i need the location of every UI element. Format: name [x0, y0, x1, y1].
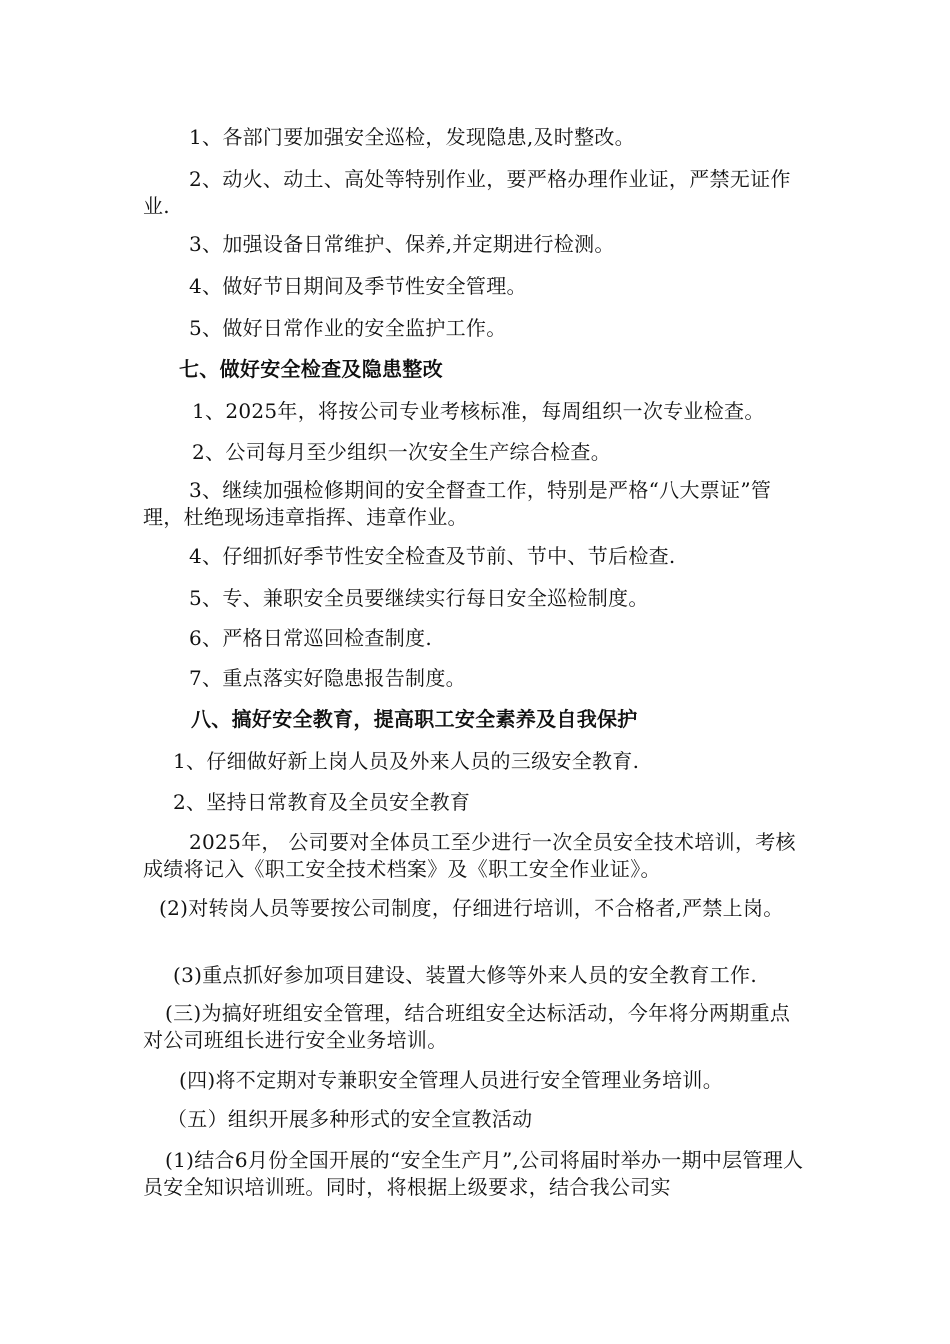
paragraph-item-4: 4、做好节日期间及季节性安全管理。 — [189, 274, 527, 298]
paragraph-item-3: 3、加强设备日常维护、保养,并定期进行检测。 — [189, 232, 615, 256]
paragraph-item-8-2-2: (2)对转岗人员等要按公司制度，仔细进行培训，不合格者,严禁上岗。 — [159, 896, 784, 920]
paragraph-item-7-1: 1、2025年，将按公司专业考核标准，每周组织一次专业检查。 — [192, 399, 765, 423]
paragraph-item-8-4: (四)将不定期对专兼职安全管理人员进行安全管理业务培训。 — [179, 1068, 724, 1092]
paragraph-item-7-6: 6、严格日常巡回检查制度. — [189, 626, 432, 650]
paragraph-item-8-1: 1、仔细做好新上岗人员及外来人员的三级安全教育. — [173, 749, 640, 773]
paragraph-item-2: 2、动火、动土、高处等特别作业，要严格办理作业证，严禁无证作业. — [143, 167, 791, 218]
section-heading-7: 七、做好安全检查及隐患整改 — [179, 357, 443, 381]
paragraph-item-8-3: (三)为搞好班组安全管理，结合班组安全达标活动，今年将分两期重点对公司班组长进行安全业务培训。 — [143, 1001, 791, 1052]
paragraph-item-8-2: 2、坚持日常教育及全员安全教育 — [173, 790, 471, 814]
paragraph-item-8-2-3: (3)重点抓好参加项目建设、装置大修等外来人员的安全教育工作. — [173, 963, 757, 987]
paragraph-item-7-5: 5、专、兼职安全员要继续实行每日安全巡检制度。 — [189, 586, 649, 610]
paragraph-item-1: 1、各部门要加强安全巡检，发现隐患,及时整改。 — [189, 125, 635, 149]
paragraph-item-7-4: 4、仔细抓好季节性安全检查及节前、节中、节后检查. — [189, 544, 676, 568]
paragraph-item-8-5: （五）组织开展多种形式的安全宣教活动 — [167, 1107, 533, 1131]
paragraph-item-5: 5、做好日常作业的安全监护工作。 — [189, 316, 507, 340]
section-heading-8: 八、搞好安全教育，提高职工安全素养及自我保护 — [191, 707, 638, 731]
paragraph-item-8-2-1: 2025年， 公司要对全体员工至少进行一次全员安全技术培训，考核成绩将记入《职工安全技术档案》及《职工安全作业证》。 — [143, 830, 796, 881]
paragraph-item-8-5-1: (1)结合6月份全国开展的“安全生产月”,公司将届时举办一期中层管理人员安全知识培训班。同时，将根据上级要求，结合我公司实 — [143, 1148, 804, 1199]
paragraph-item-7-3: 3、继续加强检修期间的安全督查工作，特别是严格“八大票证”管理，杜绝现场违章指挥、违章作业。 — [143, 478, 772, 529]
paragraph-item-7-2: 2、公司每月至少组织一次安全生产综合检查。 — [192, 440, 612, 464]
paragraph-item-7-7: 7、重点落实好隐患报告制度。 — [189, 666, 466, 690]
